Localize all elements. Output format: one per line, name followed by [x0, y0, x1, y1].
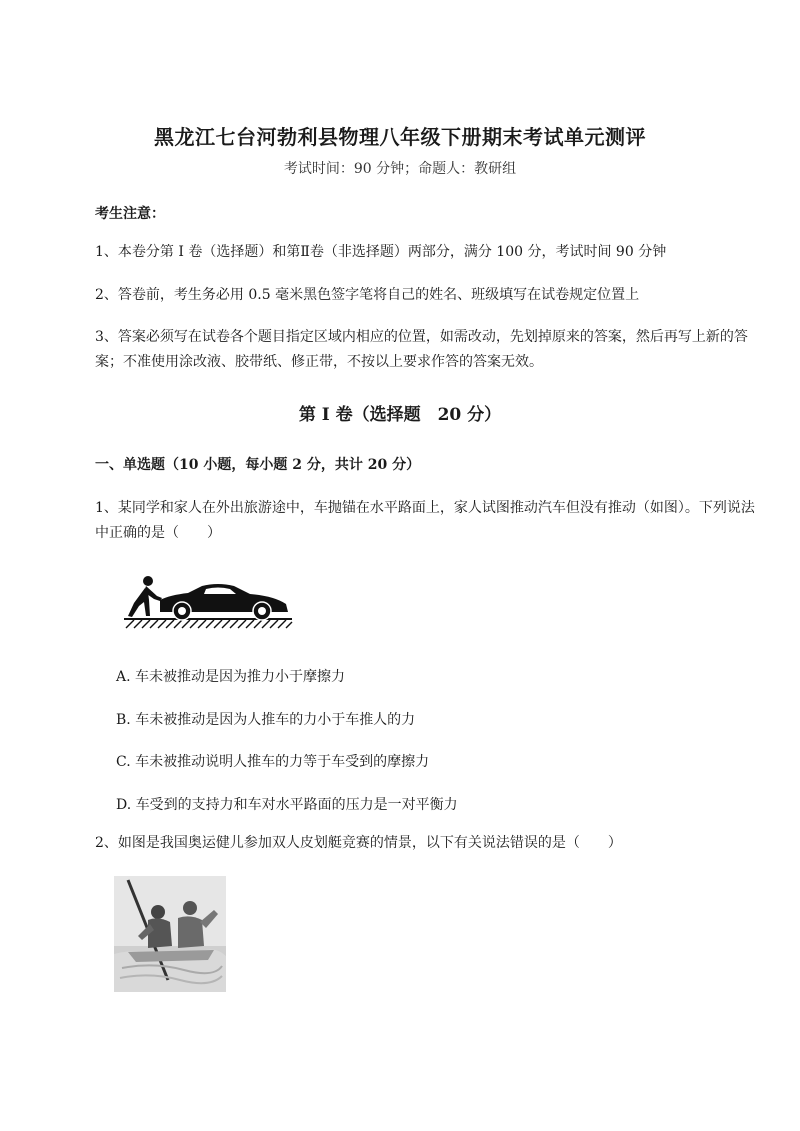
question-1-option-a: A. 车未被推动是因为推力小于摩擦力 [116, 669, 346, 685]
notice-item-1: 1、本卷分第 I 卷（选择题）和第Ⅱ卷（非选择题）两部分，满分 100 分，考试时间 90 分钟 [95, 244, 667, 260]
section-title: 第 I 卷（选择题 20 分） [298, 405, 502, 425]
notice-heading: 考生注意： [95, 206, 165, 222]
question-1-option-c: C. 车未被推动说明人推车的力等于车受到的摩擦力 [116, 754, 430, 770]
question-1-option-d: D. 车受到的支持力和车对水平路面的压力是一对平衡力 [116, 797, 458, 813]
question-2-stem: 2、如图是我国奥运健儿参加双人皮划艇竞赛的情景，以下有关说法错误的是（ ） [95, 835, 622, 851]
subsection-title: 一、单选题（10 小题，每小题 2 分，共计 20 分） [95, 457, 421, 473]
exam-info: 考试时间：90 分钟；命题人：教研组 [283, 161, 517, 177]
question-1-option-b: B. 车未被推动是因为人推车的力小于车推人的力 [116, 712, 416, 728]
question-1-stem: 1、某同学和家人在外出旅游途中，车抛锚在水平路面上，家人试图推动汽车但没有推动（如图）。下列说法中正确的是（ ） [95, 500, 755, 541]
kayak-photo [114, 876, 226, 992]
page-title: 黑龙江七台河勃利县物理八年级下册期末考试单元测评 [154, 125, 646, 149]
notice-item-2: 2、答卷前，考生务必用 0.5 毫米黑色签字笔将自己的姓名、班级填写在试卷规定位置上 [95, 287, 640, 303]
notice-item-3: 3、答案必须写在试卷各个题目指定区域内相应的位置，如需改动，先划掉原来的答案，然后再写上新的答案；不准使用涂改液、胶带纸、修正带，不按以上要求作答的答案无效。 [95, 329, 748, 370]
push-car-figure [122, 572, 294, 630]
